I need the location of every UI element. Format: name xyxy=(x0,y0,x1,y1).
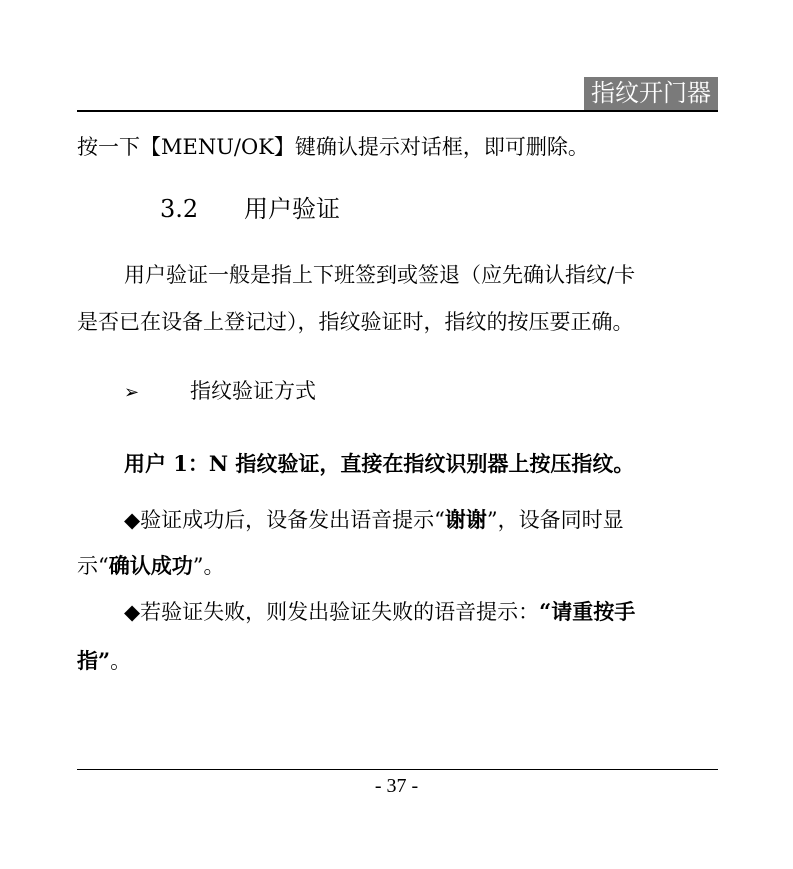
success-line-1 xyxy=(124,505,624,535)
failure-text-retry: “请重按手 xyxy=(539,599,636,624)
section-heading xyxy=(160,194,340,224)
section-number: 3.2 xyxy=(160,195,199,223)
failure-text-end: 。 xyxy=(110,649,132,673)
paragraph-line-1: 用户验证一般是指上下班签到或签退（应先确认指纹/卡 xyxy=(124,263,636,287)
header-divider xyxy=(77,110,718,112)
failure-line-2 xyxy=(77,646,131,676)
failure-line-1 xyxy=(124,597,635,627)
arrow-bullet-icon: ➢ xyxy=(124,382,140,403)
success-text-f: ”。 xyxy=(192,554,225,578)
success-text-d: 示“ xyxy=(77,554,109,578)
instruction-line: 按一下【MENU/OK】键确认提示对话框，即可删除。 xyxy=(77,135,589,159)
page-number: - 37 - xyxy=(374,775,419,797)
footer-divider xyxy=(77,769,718,770)
header-title: 指纹开门器 xyxy=(584,77,718,110)
success-text-thanks: 谢谢 xyxy=(444,507,487,532)
success-text-confirm: 确认成功 xyxy=(108,553,193,578)
failure-text-a: ◆若验证失败，则发出验证失败的语音提示： xyxy=(124,600,540,624)
verification-heading: 用户 1：N 指纹验证，直接在指纹识别器上按压指纹。 xyxy=(124,451,635,476)
failure-text-finger: 指” xyxy=(77,648,111,673)
success-line-2 xyxy=(77,551,225,581)
paragraph-line-2: 是否已在设备上登记过），指纹验证时，指纹的按压要正确。 xyxy=(77,310,634,334)
section-title: 用户验证 xyxy=(244,195,340,223)
bullet-text: 指纹验证方式 xyxy=(190,379,316,403)
bullet-item xyxy=(124,376,316,408)
success-text-a: ◆验证成功后，设备发出语音提示“ xyxy=(124,508,445,532)
success-text-c: ”，设备同时显 xyxy=(486,508,624,532)
